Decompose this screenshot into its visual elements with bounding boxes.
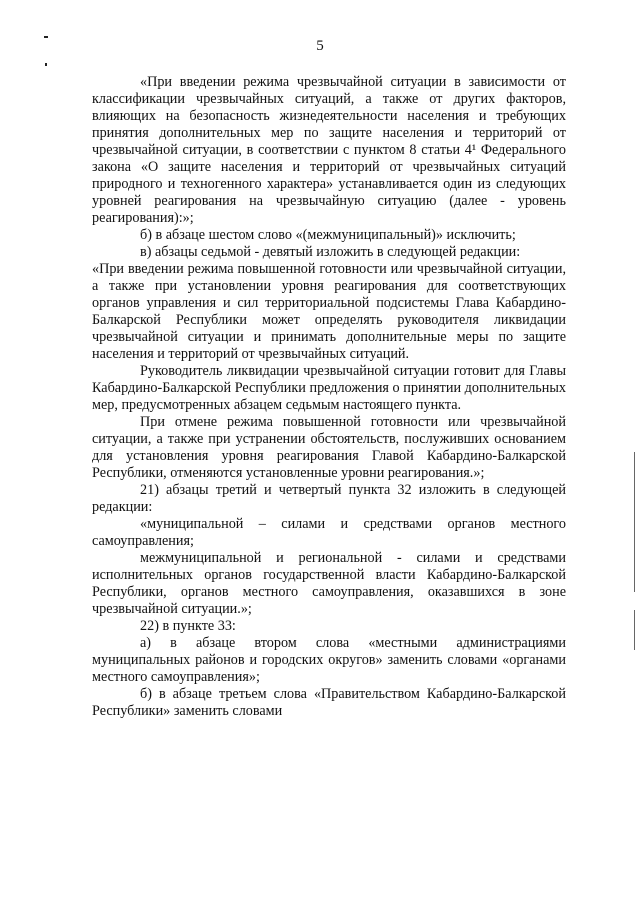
- paragraph: 22) в пункте 33:: [140, 618, 236, 634]
- paragraph: в) абзацы седьмой - девятый изложить в следующей редакции:: [140, 244, 521, 260]
- scan-edge-line: [634, 452, 635, 592]
- paragraph: «При введении режима повышенной готовности или чрезвычайной ситуации, а также при установлении уровня реагирования для соответствующих органов управления и сил территориальной подсистемы Глава Кабардино-Балкарской Республики может определять руководителя ликвидации чрезвычайной ситуации и принимать дополнительные меры по защите населения и территорий от чрезвычайных ситуаций.: [92, 261, 566, 362]
- scan-edge-line: [634, 610, 635, 650]
- paragraph: межмуниципальной и региональной - силами и средствами исполнительных органов государственной власти Кабардино-Балкарской Республики, органов местного самоуправления, оказавшихся в зоне чрезвычайной ситуации.»;: [92, 550, 566, 617]
- page-number: 5: [316, 38, 324, 54]
- paragraph: а) в абзаце втором слова «местными администрациями муниципальных районов и городских округов» заменить словами «органами местного самоуправления»;: [92, 635, 566, 685]
- paragraph: Руководитель ликвидации чрезвычайной ситуации готовит для Главы Кабардино-Балкарской Республики предложения о принятии дополнительных мер, предусмотренных абзацем седьмым настоящего пункта.: [92, 363, 566, 413]
- paragraph: При отмене режима повышенной готовности или чрезвычайной ситуации, а также при устранении обстоятельств, послуживших основанием для установления уровня реагирования Главой Кабардино-Балкарской Республики, отменяются установленные уровни реагирования.»;: [92, 414, 566, 481]
- paragraph: «При введении режима чрезвычайной ситуации в зависимости от классификации чрезвычайных ситуаций, а также от других факторов, влияющих на безопасность жизнедеятельности населения и требующих принятия дополнительных мер по защите населения и территорий от чрезвычайной ситуации, в соответствии с пунктом 8 статьи 4¹ Федерального закона «О защите населения и территорий от чрезвычайных ситуаций природного и техногенного характера» устанавливается один из следующих уровней реагирования на чрезвычайную ситуацию (далее - уровень реагирования):»;: [92, 74, 566, 226]
- scan-mark: [45, 63, 47, 66]
- paragraph: б) в абзаце шестом слово «(межмуниципальный)» исключить;: [140, 227, 516, 243]
- document-body: [92, 74, 566, 720]
- paragraph: 21) абзацы третий и четвертый пункта 32 изложить в следующей редакции:: [92, 482, 566, 515]
- paragraph: «муниципальной – силами и средствами органов местного самоуправления;: [92, 516, 566, 549]
- paragraph: б) в абзаце третьем слова «Правительством Кабардино-Балкарской Республики» заменить словами: [92, 686, 566, 719]
